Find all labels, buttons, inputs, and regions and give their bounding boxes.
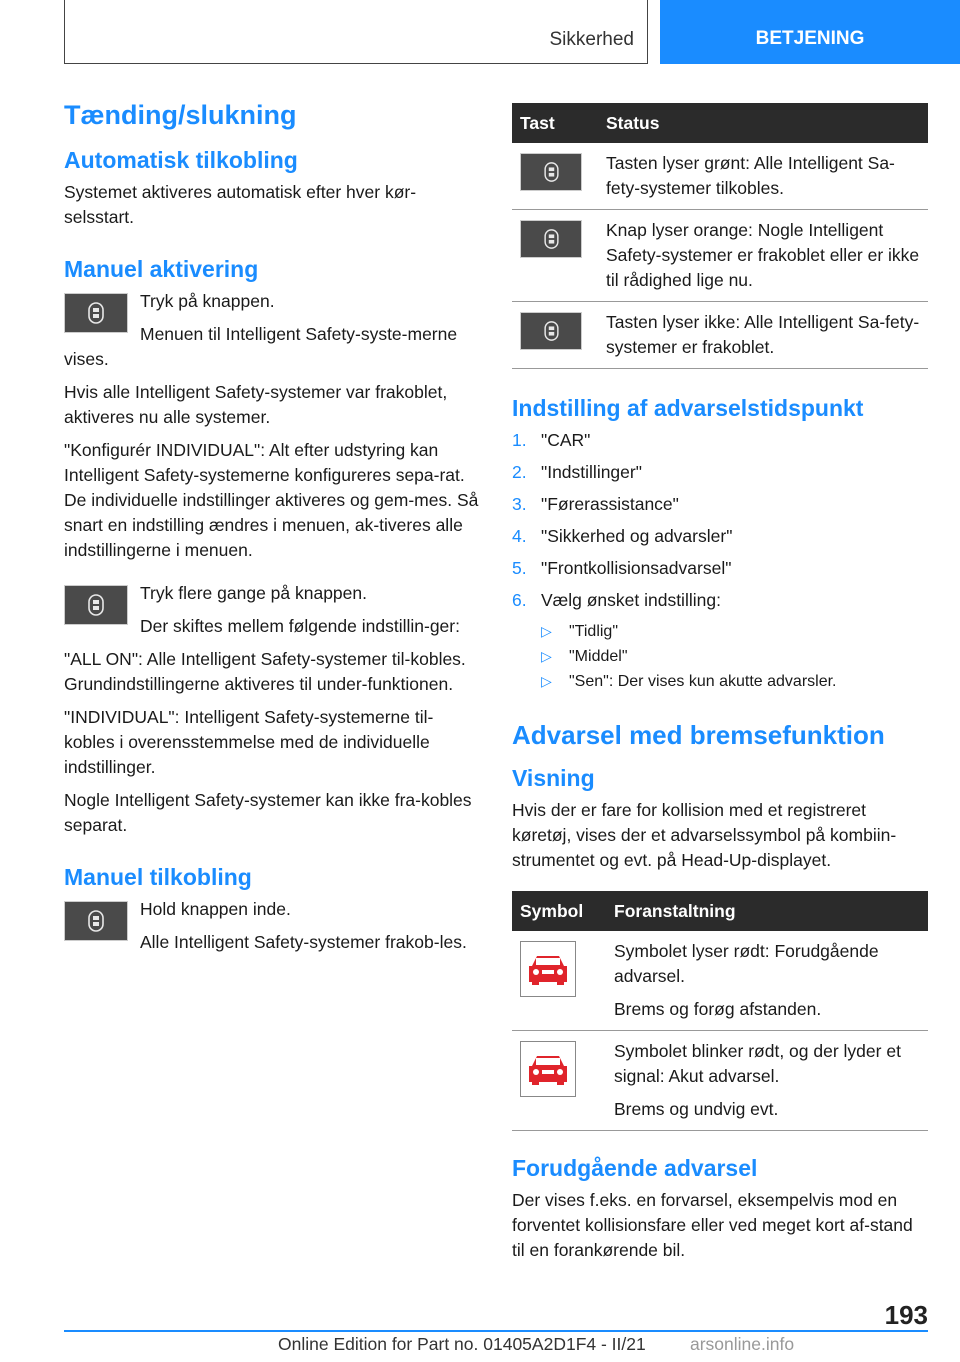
right-column [512, 103, 928, 1271]
action-text-a: Symbolet blinker rødt, og der lyder et signal: Akut advarsel. [614, 1041, 901, 1086]
page-number: 193 [884, 1300, 928, 1330]
list-item: 2. "Indstillinger" [512, 462, 642, 482]
header-tab: BETJENING [660, 0, 960, 64]
car-warning-icon [520, 941, 576, 997]
table1-header-key: Tast [512, 103, 598, 143]
list-item: 1. "CAR" [512, 430, 591, 450]
list-item: 5. "Frontkollisionsadvarsel" [512, 558, 732, 578]
manual-p5: Nogle Intelligent Safety-systemer kan ikke fra-kobles separat. [64, 790, 472, 835]
safety-button-orange-icon [520, 220, 582, 258]
footer-divider [64, 1330, 928, 1332]
footer-watermark: arsonline.info [690, 1334, 795, 1354]
button-instruction-2 [64, 581, 480, 647]
status-text: Tasten lyser ikke: Alle Intelligent Sa-fety-systemer er frakoblet. [598, 302, 928, 369]
manual-p4: "INDIVIDUAL": Intelligent Safety-systemerne til-kobles i overensstemmelse med de individuelle indstillinger. [64, 707, 434, 777]
action-text-b: Brems og undvig evt. [614, 1099, 779, 1119]
action-text-b: Brems og forøg afstanden. [614, 999, 822, 1019]
safety-button-icon [64, 293, 128, 333]
display-heading: Visning [512, 765, 595, 791]
header-section-title: Sikkerhed [549, 29, 634, 50]
symbol-table [512, 891, 928, 1131]
safety-button-off-icon [520, 312, 582, 350]
list-item: ▷ "Tidlig" [541, 623, 618, 640]
off-line2: Alle Intelligent Safety-systemer frakob-les. [140, 932, 467, 952]
b1-line2: Menuen til Intelligent Safety-syste-merne vises. [64, 324, 458, 369]
setting-heading: Indstilling af advarselstidspunkt [512, 395, 864, 421]
list-item: ▷ "Middel" [541, 648, 628, 665]
button-instruction-1 [64, 289, 480, 380]
table-row [512, 302, 928, 369]
manual-activation-heading: Manuel aktivering [64, 256, 259, 282]
status-table [512, 103, 928, 369]
left-column [64, 100, 480, 963]
display-text: Hvis der er fare for kollision med et registreret køretøj, vises der et advarselssymbol på kombiin-strumentet og evt. på Head-Up-displayet. [512, 800, 897, 870]
steps-list [512, 428, 928, 613]
off-line1: Hold knappen inde. [140, 899, 291, 919]
manual-off-heading: Manuel tilkobling [64, 864, 252, 890]
list-item: ▷ "Sen": Der vises kun akutte advarsler. [541, 673, 837, 690]
triangle-bullet-icon: ▷ [541, 648, 552, 664]
list-item: 4. "Sikkerhed og advarsler" [512, 526, 733, 546]
table-row [512, 1031, 928, 1131]
list-item: 6. Vælg ønsket indstilling: [512, 590, 721, 610]
pre-warning-text: Der vises f.eks. en forvarsel, eksempelvis mod en forventet kollisionsfare eller ved meget kort af-stand til en forankørende bil. [512, 1190, 913, 1260]
safety-button-green-icon [520, 153, 582, 191]
triangle-bullet-icon: ▷ [541, 673, 552, 689]
auto-text: Systemet aktiveres automatisk efter hver kør-selsstart. [64, 182, 417, 227]
action-text-a: Symbolet lyser rødt: Forudgående advarsel. [614, 941, 879, 986]
table-row [512, 143, 928, 210]
list-item: 3. "Førerassistance" [512, 494, 679, 514]
b1-line1: Tryk på knappen. [140, 291, 275, 311]
status-text: Knap lyser orange: Nogle Intelligent Safety-systemer er frakoblet eller er ikke til rådighed lige nu. [598, 210, 928, 302]
b2-line1: Tryk flere gange på knappen. [140, 583, 367, 603]
manual-p1: Hvis alle Intelligent Safety-systemer var frakoblet, aktiveres nu alle systemer. [64, 382, 448, 427]
manual-p3: "ALL ON": Alle Intelligent Safety-systemer til-kobles. Grundindstillingerne aktiveres til under-funktionen. [64, 649, 466, 694]
car-warning-icon [520, 1041, 576, 1097]
pre-warning-heading: Forudgående advarsel [512, 1155, 758, 1181]
table-row [512, 931, 928, 1031]
footer-edition: Online Edition for Part no. 01405A2D1F4 - II/21 [278, 1334, 646, 1354]
button-instruction-3 [64, 897, 480, 963]
auto-heading: Automatisk tilkobling [64, 147, 298, 173]
table1-header-status: Status [598, 103, 928, 143]
safety-button-icon [64, 585, 128, 625]
sub-options-list [512, 623, 928, 691]
status-text: Tasten lyser grønt: Alle Intelligent Sa-fety-systemer tilkobles. [598, 143, 928, 210]
table-row [512, 210, 928, 302]
brake-title: Advarsel med bremsefunktion [512, 720, 885, 750]
page-title: Tænding/slukning [64, 100, 297, 130]
table2-header-symbol: Symbol [512, 891, 606, 931]
safety-button-icon [64, 901, 128, 941]
b2-line2: Der skiftes mellem følgende indstillin-ger: [140, 616, 460, 636]
manual-p2: "Konfigurér INDIVIDUAL": Alt efter udstyring kan Intelligent Safety-systemerne konfigureres sepa-rat. De individuelle indstillinger aktiveres og gem-mes. Så snart en indstilling ændres i menuen, ak-tiveres alle indstillingerne i menuen. [64, 440, 479, 560]
table2-header-action: Foranstaltning [606, 891, 928, 931]
triangle-bullet-icon: ▷ [541, 623, 552, 639]
